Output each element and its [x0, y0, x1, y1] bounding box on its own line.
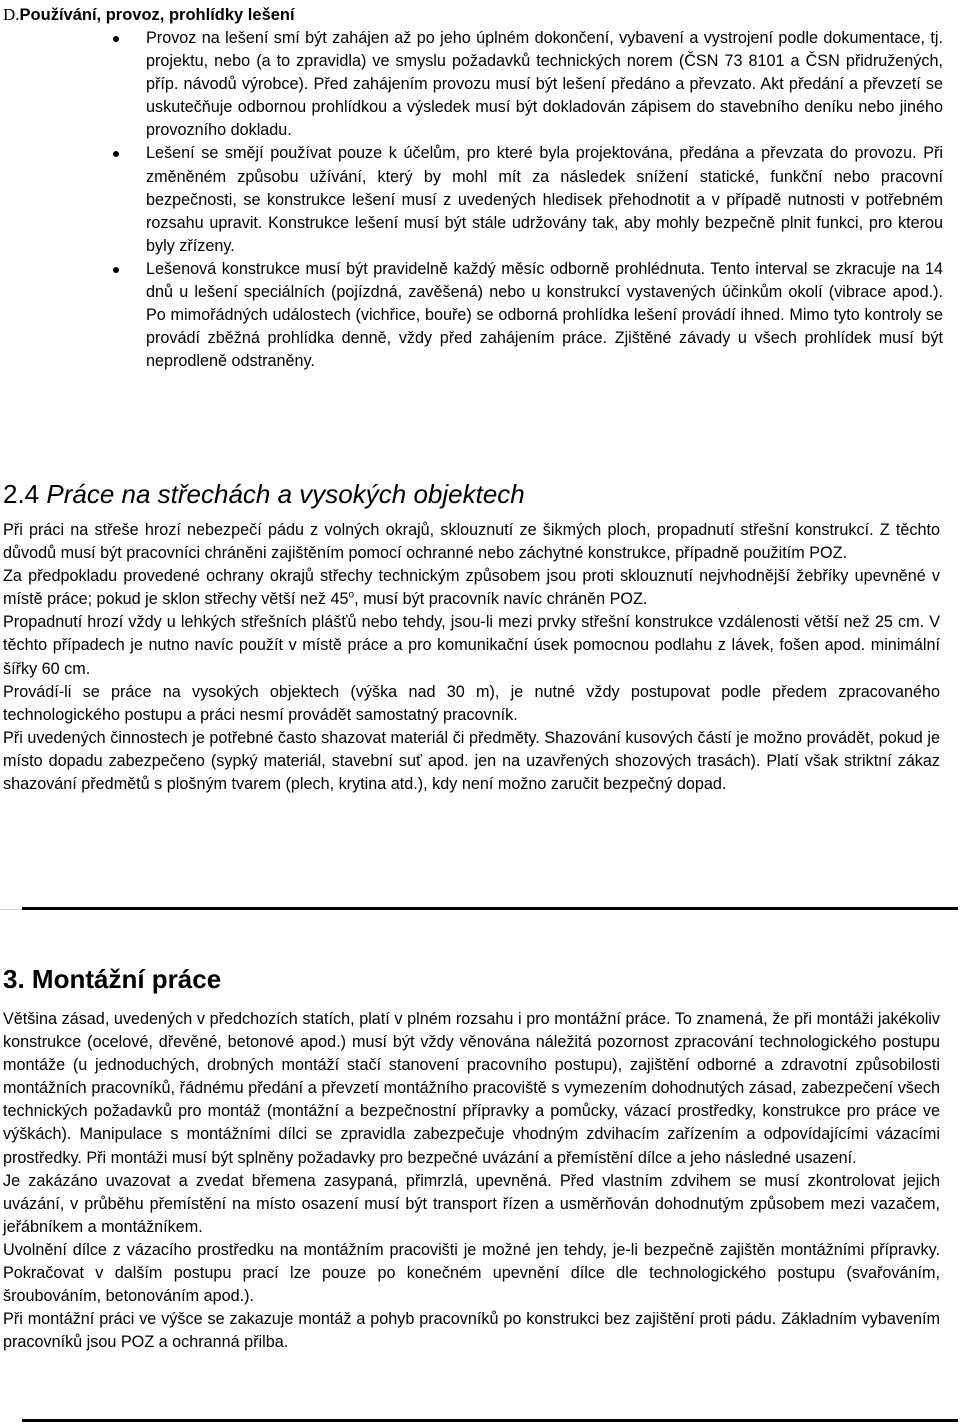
horizontal-divider: [22, 1419, 958, 1422]
bullet-text: Lešenová konstrukce musí být pravidelně každý měsíc odborně prohlédnuta. Tento interval se zkracuje na 14 dnů u lešení speciálních (pojízdná, zavěšená) nebo u konstrukcí vystavených účinkům okolí (vibrace apod.). Po mimořádných událostech (vichřice, bouře) se odborná prohlídka lešení provádí ihned. Mimo tyto kontroly se provádí zběžná prohlídka denně, vždy před zahájením práce. Zjištěné závady u všech prohlídek musí být neprodleně odstraněny.: [146, 259, 943, 371]
paragraph: [3, 565, 940, 611]
bullet-icon: [113, 267, 119, 273]
bullet-icon: [113, 151, 119, 157]
bullet-icon: [113, 36, 119, 42]
degree-sign: o: [348, 589, 355, 601]
paragraph: Je zakázáno uvazovat a zvedat břemena zasypaná, přimrzlá, upevněná. Před vlastním zdvihem se musí zkontrolovat jejich uvázání, v průběhu přemístění na místo osazení musí být transport řízen a usměrňován dohodnutým způsobem mezi vazačem, jeřábníkem a montážníkem.: [3, 1171, 940, 1236]
section-2-4-body: [3, 519, 940, 796]
bullet-item: [3, 142, 943, 257]
horizontal-divider: [22, 907, 958, 910]
section-2-4-heading: [3, 478, 525, 510]
section-d-heading: [3, 4, 943, 26]
section-2-4-number: 2.4: [3, 479, 40, 509]
bullet-text: Lešení se smějí používat pouze k účelům, pro které byla projektována, předána a převzata do provozu. Při změněném způsobu užívání, který by mohl mít za následek snížení statické, funkční nebo pracovní bezpečnosti, se konstrukce lešení musí z uvedených hledisek přehodnotit a v případě nutnosti v potřebném rozsahu upravit. Konstrukce lešení musí být stále udržovány tak, aby mohly bezpečně plnit funkci, pro kterou byly zřízeny.: [146, 144, 943, 255]
section-2-4-title: Práce na střechách a vysokých objektech: [39, 479, 525, 509]
section-d-title: Používání, provoz, prohlídky lešení: [19, 6, 295, 24]
paragraph-text: , musí být pracovník navíc chráněn POZ.: [354, 590, 648, 609]
section-d-bullet-list: [3, 27, 943, 373]
bullet-item: [3, 27, 943, 142]
paragraph: Propadnutí hrozí vždy u lehkých střešních plášťů nebo tehdy, jsou-li mezi prvky střešní konstrukce vzdálenosti větší než 25 cm. V těchto případech je nutno navíc použít v místě práce a pro komunikační úsek pomocnou podlahu z lávek, fošen apod. minimální šířky 60 cm.: [3, 613, 940, 678]
paragraph: Při uvedených činnostech je potřebné často shazovat materiál či předměty. Shazování kusových částí je možno provádět, pokud je místo dopadu zabezpečeno (sypký materiál, stavební suť apod. jen na uzavřených shozových trasách). Platí však striktní zákaz shazování předmětů s plošným tvarem (plech, krytina atd.), kdy není možno zaručit bezpečný dopad.: [3, 728, 940, 794]
paragraph: Provádí-li se práce na vysokých objektech (výška nad 30 m), je nutné vždy postupovat podle předem zpracovaného technologického postupu a práci nesmí provádět samostatný pracovník.: [3, 682, 940, 724]
section-d: [3, 4, 943, 373]
paragraph: Při práci na střeše hrozí nebezpečí pádu z volných okrajů, sklouznutí ze šikmých ploch, propadnutí střešní konstrukcí. Z těchto důvodů musí být pracovníci chráněni zajištěním pomocí ochranné nebo záchytné konstrukce, případně použitím POZ.: [3, 521, 940, 563]
section-d-letter: D.: [3, 5, 20, 24]
paragraph: Většina zásad, uvedených v předchozích statích, platí v plném rozsahu i pro montážní práce. To znamená, že při montáži jakékoliv konstrukce (ocelové, dřevěné, betonové apod.) musí být vždy věnována náležitá pozornost zpracování technologického postupu montáže (u jednoduchých, drobných montáží stačí stanovení pracovního postupu), zajištění odborné a zdravotní způsobilosti montážních pracovníků, řádnému předání a převzetí montážního pracoviště s vymezením dohodnutých zásad, zabezpečení všech technických požadavků pro montáž (montážní a bezpečnostní přípravky a pomůcky, vázací prostředky, konstrukce pro práce ve výškách). Manipulace s montážními dílci se zpravidla zabezpečuje vhodným zdvihacím zařízením a odpovídajícími vázacími prostředky. Při montáži musí být splněny požadavky pro bezpečné uvázání a přemístění dílce a jeho následné usazení.: [3, 1010, 940, 1167]
paragraph: Při montážní práci ve výšce se zakazuje montáž a pohyb pracovníků po konstrukci bez zajištění proti pádu. Základním vybavením pracovníků jsou POZ a ochranná přilba.: [3, 1310, 940, 1352]
section-3-body: [3, 1008, 940, 1354]
bullet-item: [3, 258, 943, 373]
paragraph-text: Za předpokladu provedené ochrany okrajů střechy technickým způsobem jsou proti sklouznutí nejvhodnější žebříky upevněné v místě práce; pokud je sklon střechy větší než 45: [3, 567, 940, 609]
bullet-text: Provoz na lešení smí být zahájen až po jeho úplném dokončení, vybavení a vystrojení podle dokumentace, tj. projektu, nebo (a to zpravidla) ve smyslu požadavků technických norem (ČSN 73 8101 a ČSN přidružených, příp. návodů výrobce). Před zahájením provozu musí být lešení předáno a převzato. Akt předání a převzetí se uskutečňuje odbornou prohlídkou a výsledek musí být dokladován zápisem do stavebního deníku nebo jiného provozního dokladu.: [146, 29, 943, 140]
section-3-heading: 3. Montážní práce: [3, 964, 222, 994]
divider-shadow: [0, 909, 22, 910]
paragraph: Uvolnění dílce z vázacího prostředku na montážním pracovišti je možné jen tehdy, je-li bezpečně zajištěn montážními přípravky. Pokračovat v dalším postupu prací lze pouze po konečném upevnění dílce dle technologického postupu (svařováním, šroubováním, betonováním apod.).: [3, 1240, 940, 1306]
